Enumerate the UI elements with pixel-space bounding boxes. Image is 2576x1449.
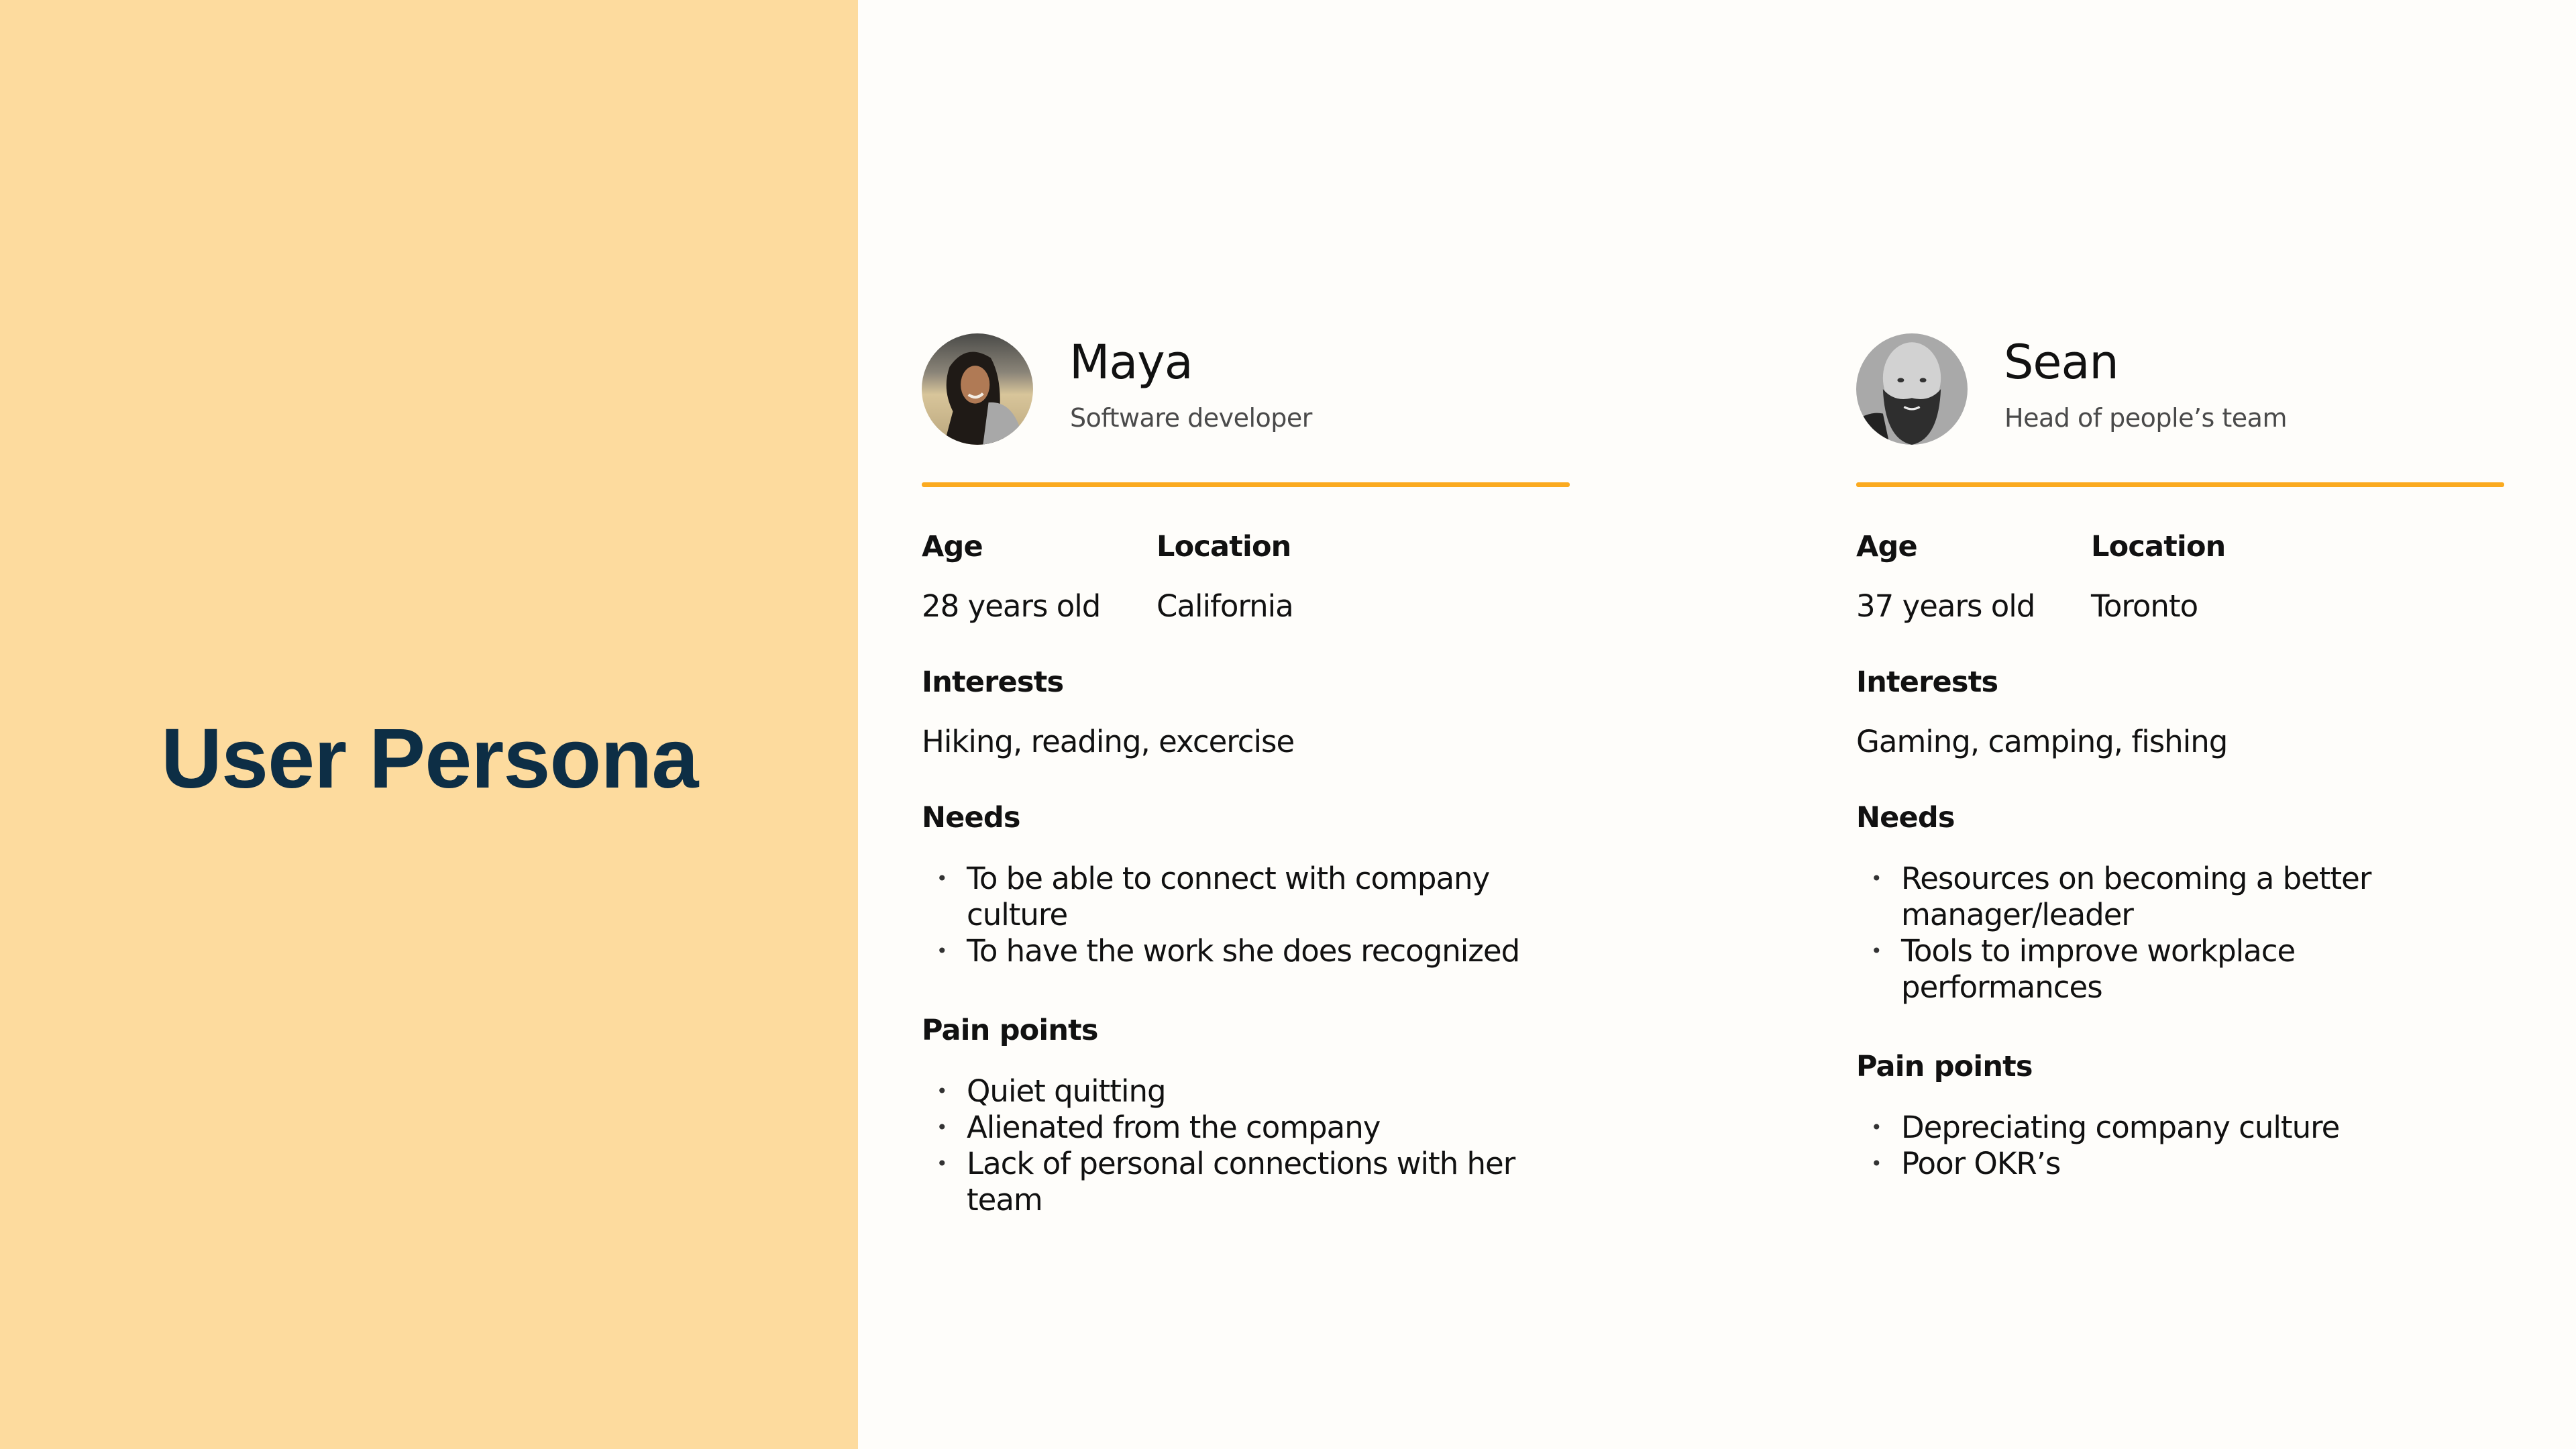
location-field — [2091, 530, 2226, 624]
list-item: • Poor OKR’s — [1856, 1146, 2433, 1182]
page-title: User Persona — [161, 711, 698, 806]
list-item: • Lack of personal connections with her team — [922, 1146, 1539, 1218]
pain-points-section — [1856, 1050, 2514, 1182]
age-field — [1856, 530, 2091, 624]
list-item: • Alienated from the company — [922, 1110, 1539, 1146]
persona-role: Software developer — [1070, 403, 1312, 433]
persona-name: Sean — [2004, 335, 2118, 390]
accent-divider — [922, 482, 1570, 487]
needs-label: Needs — [1856, 801, 1955, 835]
accent-divider — [1856, 482, 2504, 487]
age-field — [922, 530, 1157, 624]
interests-value: Gaming, camping, fishing — [1856, 724, 2228, 759]
location-value: California — [1157, 588, 1293, 624]
needs-list — [922, 861, 1539, 969]
needs-list — [1856, 861, 2433, 1006]
location-field — [1157, 530, 1293, 624]
avatar-photo-icon — [922, 333, 1033, 445]
list-item: • To be able to connect with company culture — [922, 861, 1539, 933]
persona-header — [922, 333, 1579, 445]
age-location-row — [1856, 530, 2514, 624]
interests-section — [922, 665, 1579, 759]
interests-label: Interests — [1856, 665, 1998, 699]
needs-section — [1856, 801, 2514, 1006]
persona-role: Head of people’s team — [2004, 403, 2287, 433]
title-panel — [0, 0, 858, 1449]
pain-points-label: Pain points — [922, 1014, 1098, 1047]
pain-points-section — [922, 1016, 1579, 1218]
persona-name: Maya — [1069, 335, 1193, 390]
age-location-row — [922, 530, 1579, 624]
location-label: Location — [2091, 530, 2226, 564]
age-label: Age — [922, 530, 983, 564]
location-value: Toronto — [2091, 588, 2198, 624]
persona-header — [1856, 333, 2514, 445]
list-item: • Depreciating company culture — [1856, 1110, 2433, 1146]
age-value: 37 years old — [1856, 588, 2035, 624]
list-item: • Tools to improve workplace performances — [1856, 933, 2433, 1006]
avatar-photo-icon — [1856, 333, 1968, 445]
persona-card-sean — [1856, 333, 2514, 1182]
interests-label: Interests — [922, 665, 1064, 699]
pain-points-label: Pain points — [1856, 1050, 2033, 1083]
persona-card-maya — [922, 333, 1579, 1218]
pain-points-list — [922, 1073, 1539, 1218]
interests-section — [1856, 665, 2514, 759]
age-value: 28 years old — [922, 588, 1101, 624]
pain-points-list — [1856, 1110, 2433, 1182]
needs-label: Needs — [922, 801, 1020, 835]
age-label: Age — [1856, 530, 1917, 564]
list-item: • Quiet quitting — [922, 1073, 1539, 1110]
location-label: Location — [1157, 530, 1291, 564]
list-item: • To have the work she does recognized — [922, 933, 1539, 969]
interests-value: Hiking, reading, excercise — [922, 724, 1295, 759]
list-item: • Resources on becoming a better manager/leader — [1856, 861, 2433, 933]
needs-section — [922, 801, 1579, 969]
